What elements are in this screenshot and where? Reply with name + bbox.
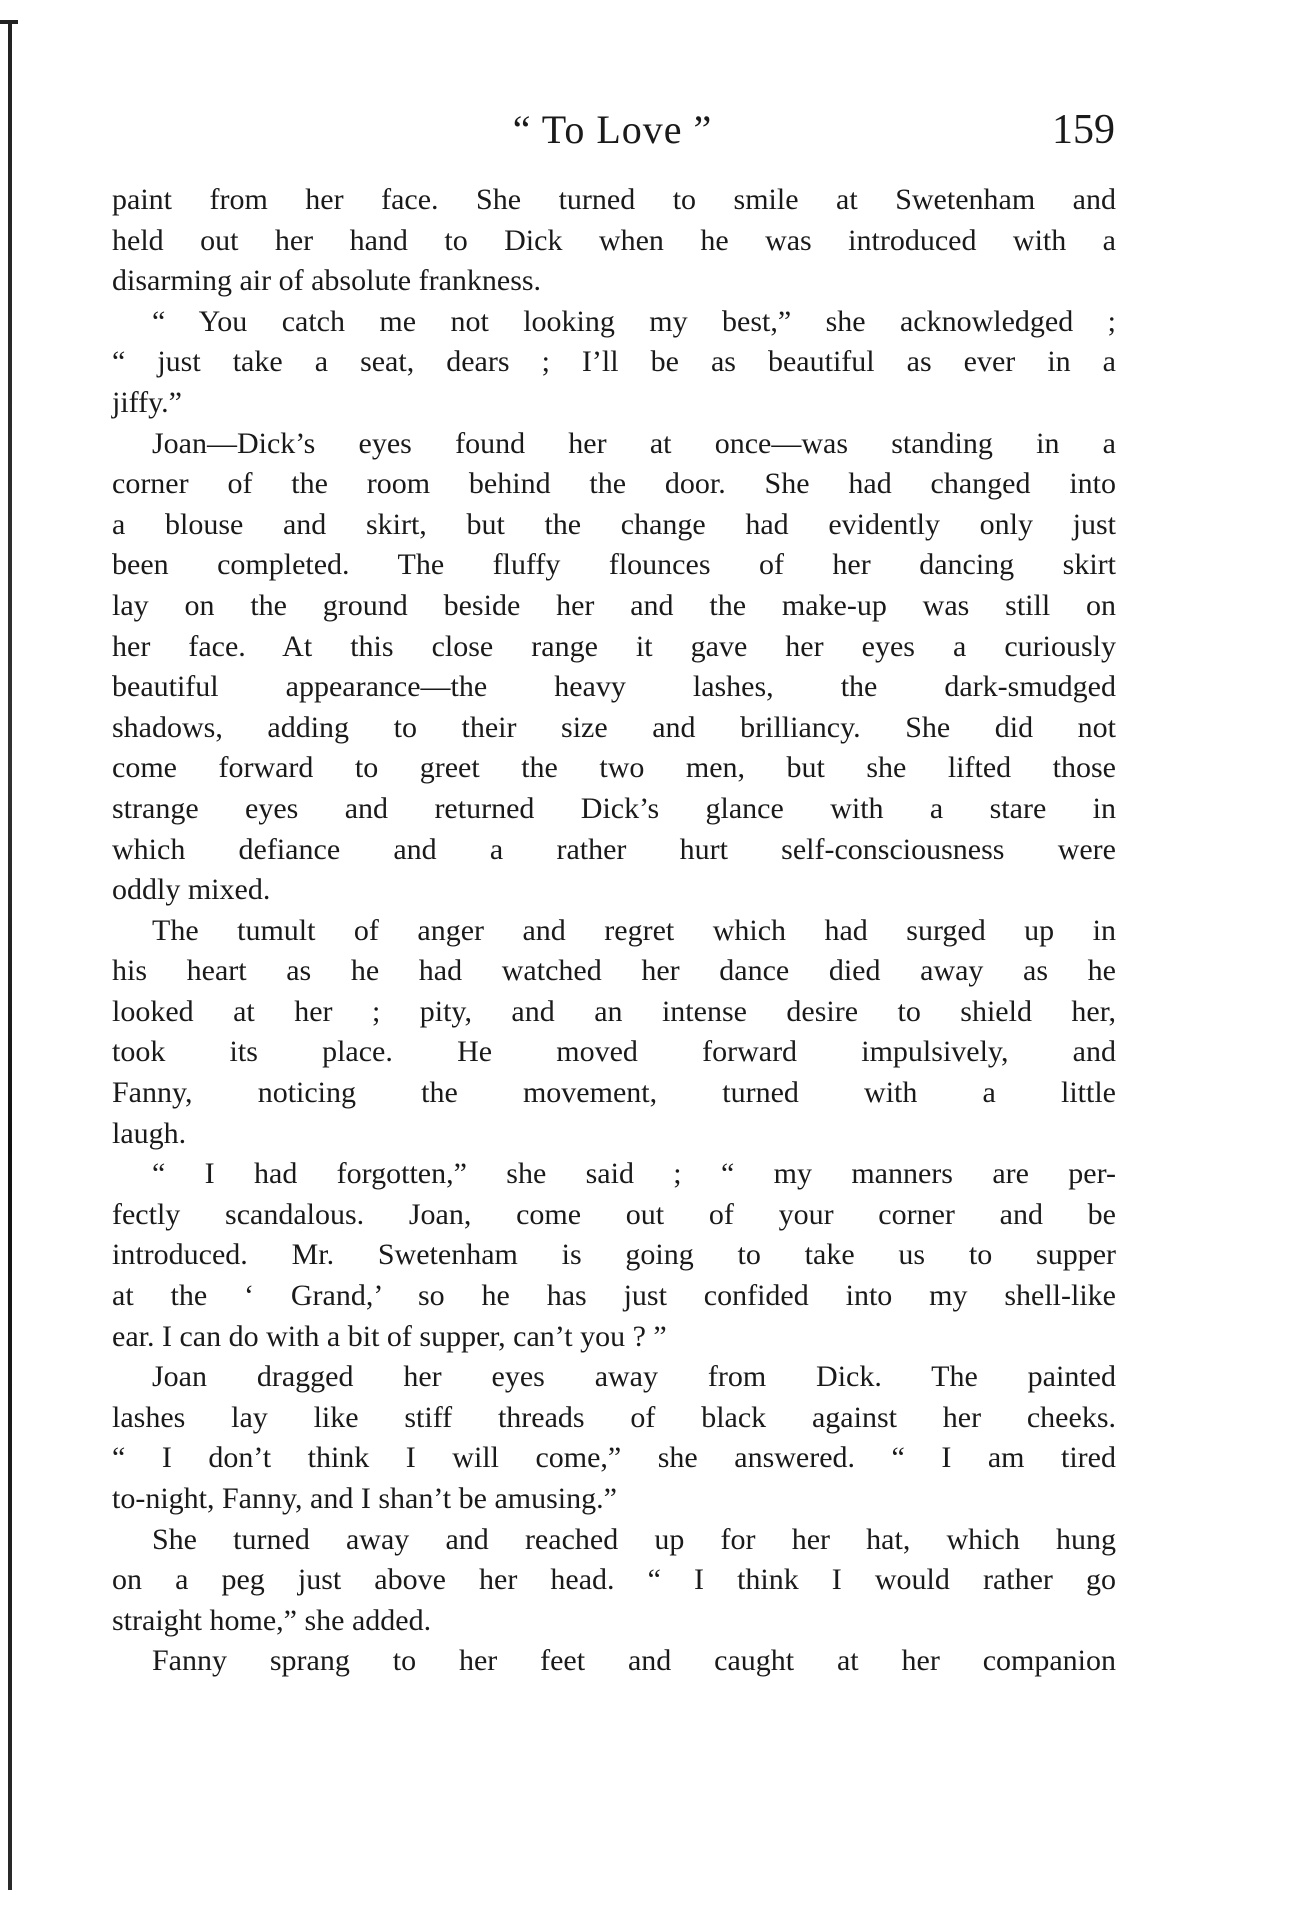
text-line: on a peg just above her head. “ I think I would rather go — [112, 1563, 1116, 1597]
text-line: straight home,” she added. — [112, 1603, 432, 1637]
binding-edge — [8, 20, 12, 1890]
text-line: beautiful appearance—the heavy lashes, the dark-smudged — [112, 670, 1116, 704]
text-line: paint from her face. She turned to smile at Swetenham and — [112, 183, 1116, 216]
text-line: Joan dragged her eyes away from Dick. The painted — [152, 1360, 1116, 1394]
running-head — [110, 100, 1115, 160]
text-line: Joan—Dick’s eyes found her at once—was standing in a — [152, 426, 1116, 460]
text-line: lay on the ground beside her and the make-up was still on — [112, 588, 1116, 622]
text-line: Fanny sprang to her feet and caught at her companion — [152, 1644, 1116, 1678]
text-line: held out her hand to Dick when he was introduced with a — [112, 223, 1116, 257]
text-line: his heart as he had watched her dance died away as he — [112, 954, 1116, 988]
text-line: fectly scandalous. Joan, come out of your corner and be — [112, 1197, 1116, 1231]
text-line: took its place. He moved forward impulsively, and — [112, 1035, 1116, 1069]
text-line: laugh. — [112, 1116, 187, 1150]
text-line: introduced. Mr. Swetenham is going to take us to supper — [112, 1238, 1116, 1272]
text-line: come forward to greet the two men, but she lifted those — [112, 751, 1116, 785]
page-number: 159 — [1052, 107, 1115, 153]
text-line: shadows, adding to their size and brilliancy. She did not — [112, 710, 1116, 744]
text-line: which defiance and a rather hurt self-consciousness were — [112, 832, 1116, 866]
text-line: She turned away and reached up for her hat, which hung — [152, 1522, 1116, 1556]
text-line: lashes lay like stiff threads of black against her cheeks. — [112, 1400, 1116, 1434]
text-line: looked at her ; pity, and an intense desire to shield her, — [112, 994, 1116, 1028]
text-line: at the ‘ Grand,’ so he has just confided into my shell-like — [112, 1279, 1116, 1313]
text-line: strange eyes and returned Dick’s glance with a stare in — [112, 791, 1116, 825]
text-line: a blouse and skirt, but the change had evidently only just — [112, 507, 1116, 541]
text-line: The tumult of anger and regret which had surged up in — [152, 913, 1116, 947]
binding-edge-tick — [0, 20, 18, 24]
text-line: oddly mixed. — [112, 873, 271, 907]
text-line: “ I had forgotten,” she said ; “ my manners are per- — [152, 1157, 1116, 1191]
running-title: “ To Love ” — [512, 107, 713, 152]
body-text — [112, 180, 1116, 1682]
text-line: Fanny, noticing the movement, turned with a little — [112, 1076, 1116, 1110]
text-line: her face. At this close range it gave her eyes a curiously — [112, 629, 1116, 663]
text-line: “ I don’t think I will come,” she answered. “ I am tired — [112, 1441, 1116, 1475]
text-line: jiffy.” — [112, 385, 182, 419]
text-line: disarming air of absolute frankness. — [112, 264, 542, 298]
text-line: ear. I can do with a bit of supper, can’t you ? ” — [112, 1319, 667, 1353]
text-line: been completed. The fluffy flounces of her dancing skirt — [112, 548, 1116, 582]
text-line: “ just take a seat, dears ; I’ll be as beautiful as ever in a — [112, 345, 1116, 379]
text-line: corner of the room behind the door. She had changed into — [112, 467, 1116, 501]
text-line: “ You catch me not looking my best,” she acknowledged ; — [152, 304, 1116, 338]
text-line: to-night, Fanny, and I shan’t be amusing.” — [112, 1482, 617, 1515]
